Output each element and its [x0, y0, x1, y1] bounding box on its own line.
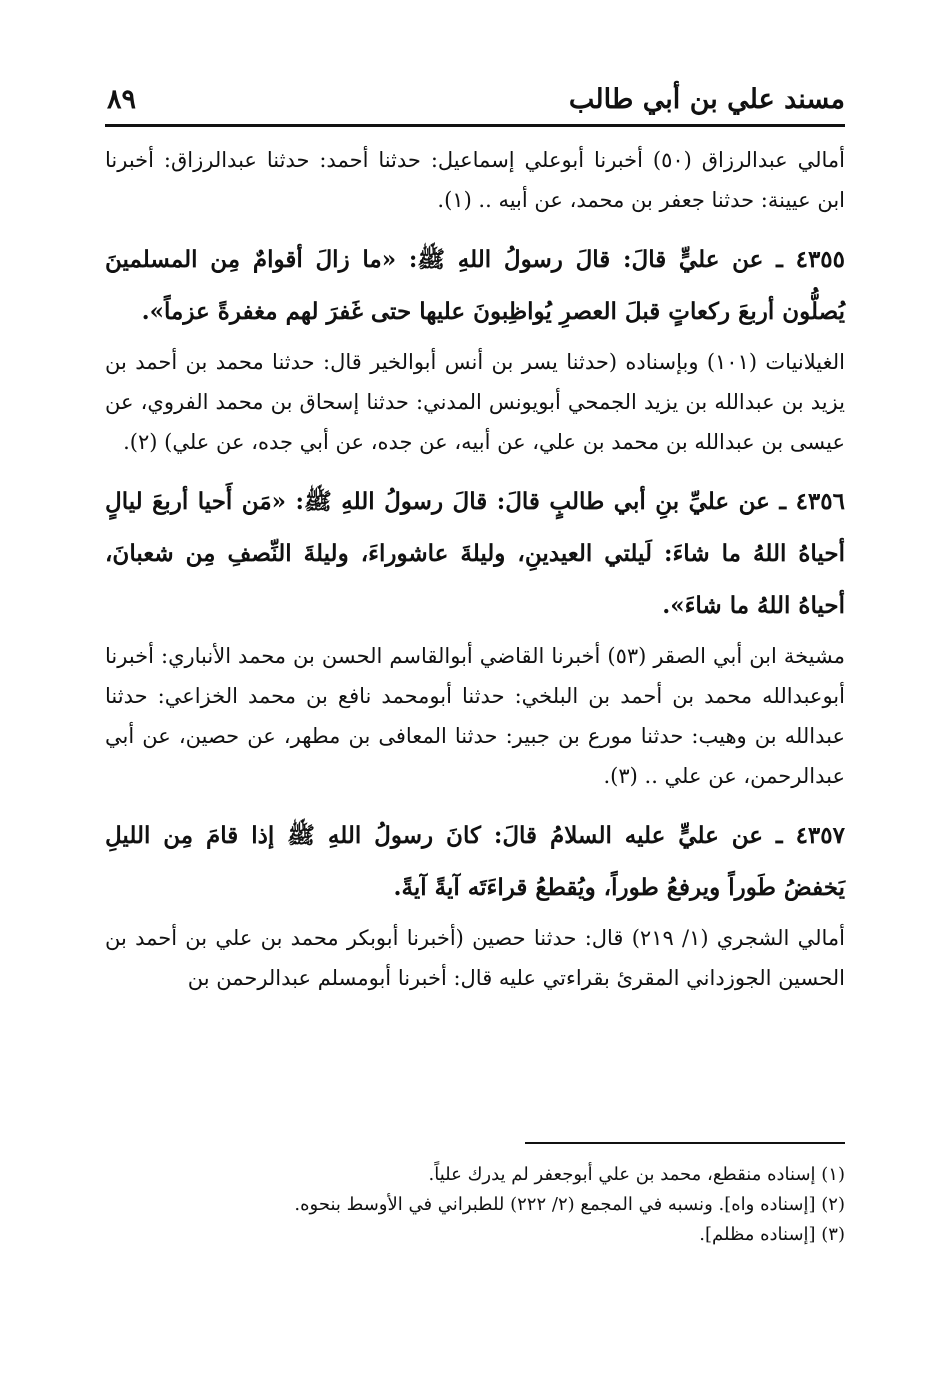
header-rule [105, 124, 845, 127]
page-number: ٨٩ [107, 84, 137, 115]
header-title: مسند علي بن أبي طالب [568, 84, 845, 115]
source-paragraph: الغيلانيات (١٠١) وبإسناده (حدثنا يسر بن أنس أبوالخير قال: حدثنا محمد بن أحمد بن يزيد بن عبدالله بن يزيد الجمحي أبويونس المدني: حدثنا إسحاق بن محمد الفروي، عن عيسى بن عبدالله بن محمد بن علي، عن أبيه، عن جده، عن أبي جده، عن علي) (٢). [105, 350, 845, 454]
source-paragraph: أمالي عبدالرزاق (٥٠) أخبرنا أبوعلي إسماعيل: حدثنا أحمد: حدثنا عبدالرزاق: أخبرنا ابن عيينة: حدثنا جعفر بن محمد، عن أبيه .. (١). [105, 148, 846, 212]
hadith-number: ٤٣٥٧ [795, 822, 845, 849]
source-paragraph: مشيخة ابن أبي الصقر (٥٣) أخبرنا القاضي أبوالقاسم الحسن بن محمد الأنباري: أخبرنا أبوعبدالله محمد بن أحمد بن البلخي: حدثنا أبومحمد نافع بن محمد الخزاعي: حدثنا عبدالله بن وهيب: حدثنا مورع بن جبير: حدثنا المعافى بن مطهر، عن حصين، عن أبي عبدالرحمن، عن علي .. (٣). [105, 644, 846, 788]
footnote: (٣) [إسناده مظلم]. [699, 1224, 845, 1245]
footnote: (٢) [إسناده واه]. ونسبه في المجمع (٢/ ٢٢٢) للطبراني في الأوسط بنحوه. [294, 1194, 845, 1215]
running-header [105, 78, 845, 126]
hadith-paragraph [105, 476, 845, 632]
footnote: (١) إسناده منقطع، محمد بن علي أبوجعفر لم يدرك علياً. [428, 1164, 845, 1185]
hadith-text: ـ عن عليٍّ قالَ: قالَ رسولُ اللهِ ﷺ: «ما زالَ أقوامٌ مِن المسلمينَ يُصلُّون أربعَ ركعاتٍ قبلَ العصرِ يُواظِبونَ عليها حتى غَفرَ لهم مغفرةً عزماً». [105, 246, 845, 325]
footnotes [105, 1160, 845, 1250]
hadith-text: ـ عن عليٍّ عليه السلامُ قالَ: كانَ رسولُ اللهِ ﷺ إذا قامَ مِن الليلِ يَخفضُ طَوراً ويرفعُ طوراً، ويُقطعُ قراءَتَه آيةً آيةً. [105, 822, 845, 901]
source-paragraph: أمالي الشجري (١/ ٢١٩) قال: حدثنا حصين (أخبرنا أبوبكر محمد بن علي بن أحمد بن الحسين الجوزداني المقرئ بقراءتي عليه قال: أخبرنا أبومسلم عبدالرحمن بن [105, 926, 845, 990]
hadith-paragraph [105, 810, 845, 914]
hadith-number: ٤٣٥٦ [795, 488, 845, 515]
hadith-number: ٤٣٥٥ [795, 246, 846, 273]
footnote-rule [525, 1142, 845, 1144]
hadith-paragraph [105, 234, 845, 338]
main-text [105, 140, 845, 998]
hadith-text: ـ عن عليِّ بنِ أبي طالبٍ قالَ: قالَ رسولُ اللهِ ﷺ: «مَن أَحيا أربعَ ليالٍ أحياهُ اللهُ ما شاءَ: لَيلتي العيدينِ، وليلةَ عاشوراءَ، وليلةَ النِّصفِ مِن شعبانَ، أحياهُ اللهُ ما شاءَ». [105, 488, 845, 619]
